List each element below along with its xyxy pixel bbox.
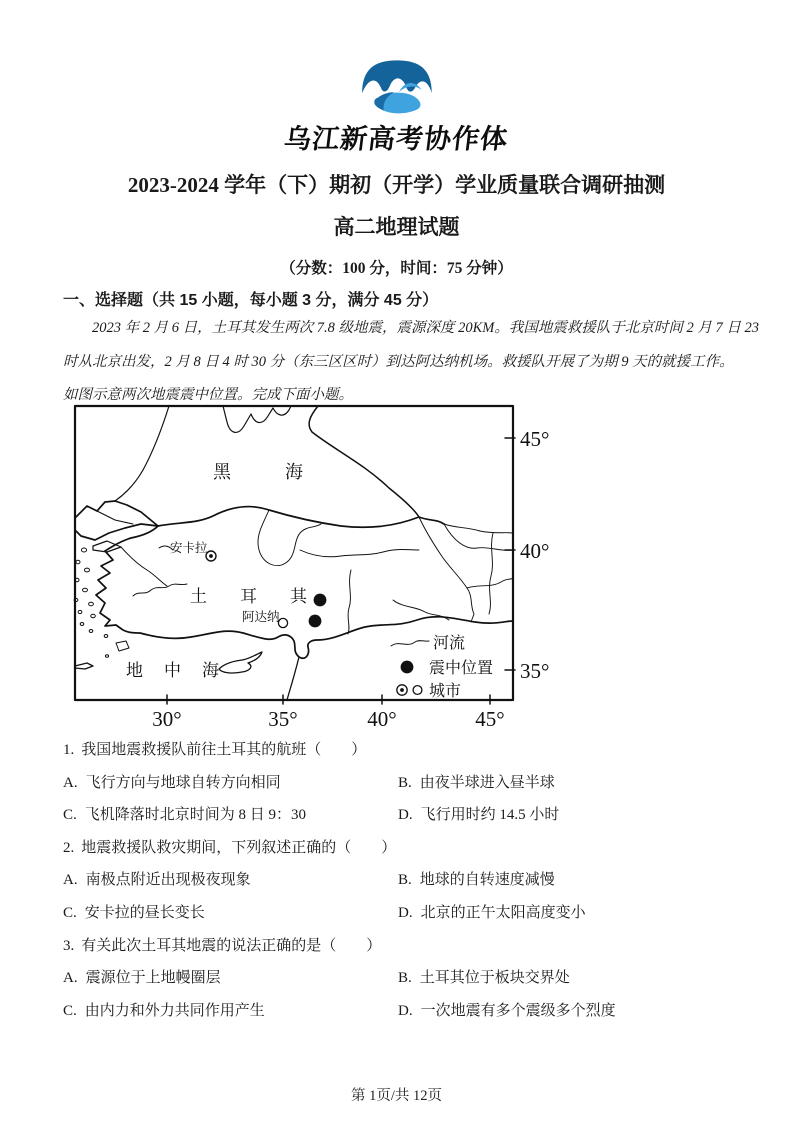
option-d: D. 飞行用时约 14.5 小时 [398,807,560,824]
intro-line-1: 2023 年 2 月 6 日，土耳其发生两次 7.8 级地震，震源深度 20KM。我国地震救援队于北京时间 2 月 7 日 23 [92,320,759,336]
option-b: B. 由夜半球进入昼半球 [398,774,555,791]
question-2-options-ab [63,864,731,897]
intro-paragraph [63,312,759,413]
question-number: 3. [63,937,75,954]
option-c: C. 安卡拉的昼长变长 [63,904,205,921]
question-1-options-ab [63,767,731,800]
aegean-islands [74,548,129,657]
question-number: 1. [63,742,75,758]
option-d: D. 北京的正午太阳高度变小 [398,904,586,921]
question-3-stem [63,930,731,963]
lon-label-35: 35° [268,707,298,731]
lon-label-30: 30° [152,707,182,731]
lat-label-40: 40° [520,539,550,563]
mediterranean-label: 地中海 [126,661,240,680]
question-text: 我国地震救援队前往土耳其的航班（ ） [81,742,367,758]
question-3-options-ab [63,962,731,995]
legend-river-label: 河流 [433,635,466,652]
ankara-label: 安卡拉 [170,541,208,555]
option-a: A. 飞行方向与地球自转方向相同 [63,774,281,791]
legend-epicenter-dot [401,661,414,674]
option-c: C. 飞机降落时北京时间为 8 日 9：30 [63,807,307,824]
lon-label-45: 45° [475,707,505,731]
question-1-options-cd [63,799,731,832]
option-b: B. 地球的自转速度减慢 [398,872,555,889]
question-2-options-cd [63,897,731,930]
black-sea-label: 黑海 [213,462,357,482]
option-b: B. 土耳其位于板块交界处 [398,970,570,987]
map-legend [391,641,429,696]
lat-label-45: 45° [520,427,550,451]
wave-logo-icon [356,58,438,116]
option-c: C. 由内力和外力共同作用产生 [63,1002,265,1019]
question-3-options-cd [63,995,731,1028]
turkey-earthquake-map [63,400,563,732]
adana-label: 阿达纳 [242,610,280,624]
question-number: 2. [63,839,75,856]
intro-line-2: 时从北京出发，2 月 8 日 4 时 30 分（东三区区时）到达阿达纳机场。救援队开展了为期 9 天的就援工作。 [63,353,734,370]
lon-label-40: 40° [367,707,397,731]
logo [0,58,793,156]
map-svg [63,400,563,732]
option-d: D. 一次地震有多个震级多个烈度 [398,1002,616,1019]
option-a: A. 南极点附近出现极夜现象 [63,872,251,889]
legend-city-open-marker [413,686,422,695]
page-number: 第 1页/共 12页 [350,1088,443,1104]
turkey-label: 土耳其 [190,587,340,606]
doc-title: 2023-2024 学年（下）期初（开学）学业质量联合调研抽测 [127,173,666,197]
question-1-stem [63,734,731,767]
doc-meta: （分数：100 分，时间：75 分钟） [280,260,513,277]
option-a: A. 震源位于上地幔圈层 [63,970,221,987]
crete-sliver [75,663,93,669]
epicenter-dot-2 [309,615,322,628]
logo-text: 乌江新高考协作体 [282,124,511,154]
lat-label-35: 35° [520,659,550,683]
question-text: 有关此次土耳其地震的说法正确的是（ ） [81,937,382,954]
legend-city-label: 城市 [429,683,462,700]
section-heading: 一、选择题（共 15 小题，每小题 3 分，满分 45 分） [63,292,439,309]
legend-epicenter-label: 震中位置 [429,660,494,677]
map-border [75,406,513,700]
question-2-stem [63,832,731,865]
question-text: 地震救援队救灾期间，下列叙述正确的（ ） [81,839,397,856]
question-list [63,734,731,1027]
doc-subtitle: 高二地理试题 [333,215,460,239]
legend-river-sample [391,641,429,646]
intro-line-3: 如图示意两次地震震中位置。完成下面小题。 [63,387,353,403]
adana-city-marker [278,618,287,627]
